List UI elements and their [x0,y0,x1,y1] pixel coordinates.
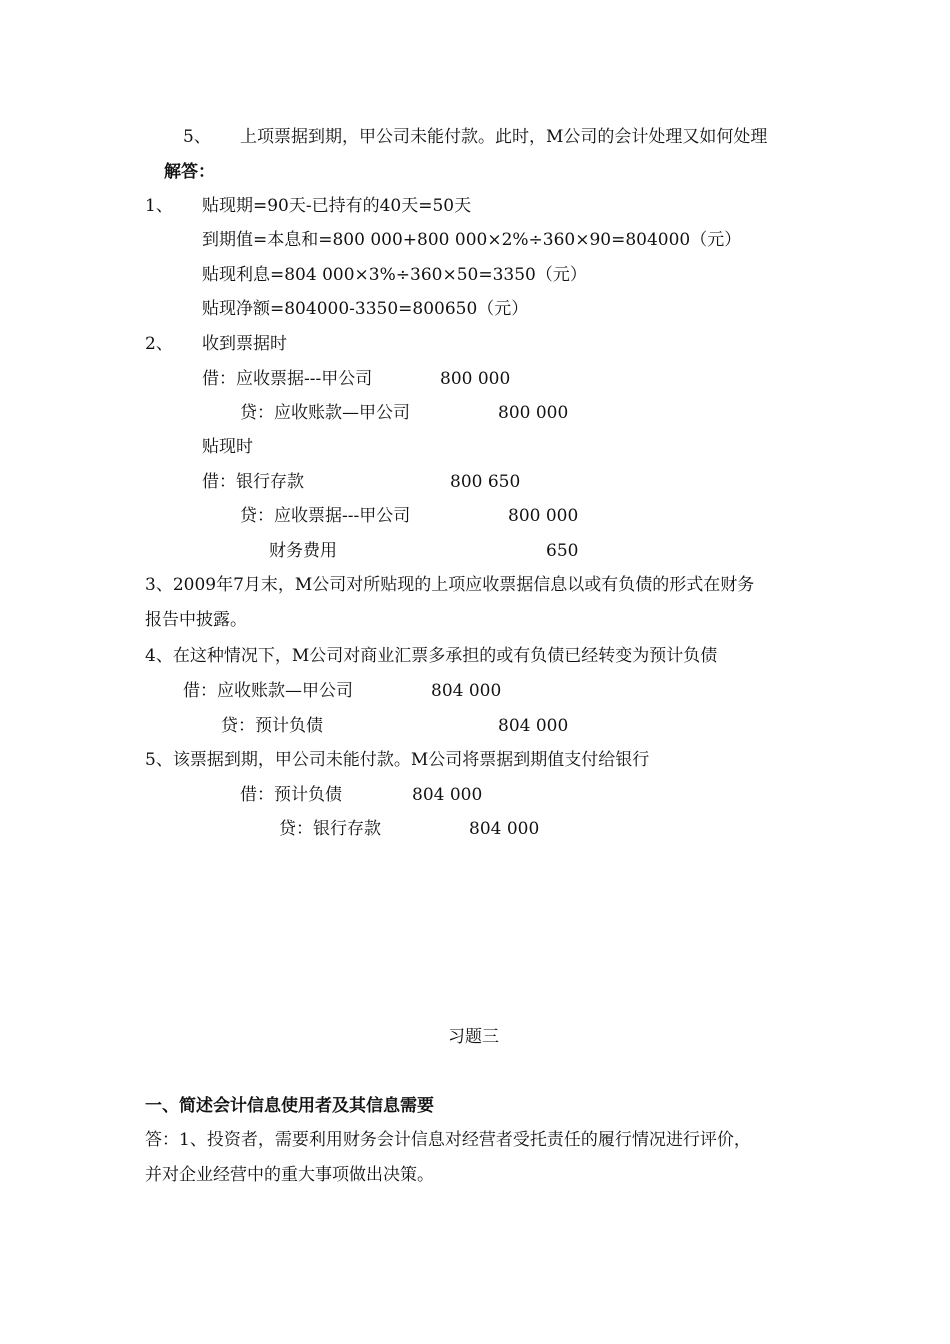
answer-3-line-1: 3、2009年7月末，M公司对所贴现的上项应收票据信息以或有负债的形式在财务 [145,575,755,595]
journal-credit-account: 贷：预计负债 [221,716,323,736]
answer-1-line-2: 并对企业经营中的重大事项做出决策。 [145,1165,434,1185]
journal-debit-account: 借：预计负债 [240,785,342,805]
journal-debit-account: 借：应收票据---甲公司 [202,369,373,389]
answer-5-text: 5、该票据到期，甲公司未能付款。M公司将票据到期值支付给银行 [145,750,650,770]
journal-credit-account: 贷：应收账款—甲公司 [240,403,410,423]
question-5-text: 上项票据到期，甲公司未能付款。此时，M公司的会计处理又如何处理 [240,127,768,147]
journal-credit-account: 财务费用 [269,541,337,561]
answer-1-maturity-value: 到期值=本息和=800 000+800 000×2%÷360×90=804000（元） [202,230,742,250]
journal-credit-amount: 804 000 [469,819,540,839]
answer-1-discount-period: 贴现期=90天-已持有的40天=50天 [202,196,472,216]
question-5-number: 5、 [183,127,211,147]
journal-debit-amount: 800 650 [450,472,521,492]
answer-label: 解答： [164,162,215,182]
journal-credit-amount: 650 [546,541,579,561]
discount-time-label: 贴现时 [202,437,253,457]
answer-2-heading: 收到票据时 [202,334,287,354]
journal-debit-amount: 804 000 [412,785,483,805]
answer-1-net-proceeds: 贴现净额=804000-3350=800650（元） [202,299,529,319]
journal-credit-amount: 800 000 [498,403,569,423]
journal-debit-account: 借：银行存款 [202,472,304,492]
answer-1-discount-interest: 贴现利息=804 000×3%÷360×50=3350（元） [202,265,587,285]
journal-debit-account: 借：应收账款—甲公司 [183,681,353,701]
answer-2-number: 2、 [145,334,173,354]
answer-1-line-1: 答：1、投资者，需要利用财务会计信息对经营者受托责任的履行情况进行评价， [145,1130,751,1150]
journal-debit-amount: 804 000 [431,681,502,701]
answer-4-text: 4、在这种情况下，M公司对商业汇票多承担的或有负债已经转变为预计负债 [145,646,718,666]
journal-credit-amount: 804 000 [498,716,569,736]
journal-credit-amount: 800 000 [508,506,579,526]
answer-3-line-2: 报告中披露。 [145,610,247,630]
section-title: 习题三 [448,1027,499,1047]
question-1-heading: 一、简述会计信息使用者及其信息需要 [145,1096,434,1116]
journal-credit-account: 贷：银行存款 [279,819,381,839]
answer-1-number: 1、 [145,196,173,216]
journal-credit-account: 贷：应收票据---甲公司 [240,506,411,526]
journal-debit-amount: 800 000 [440,369,511,389]
